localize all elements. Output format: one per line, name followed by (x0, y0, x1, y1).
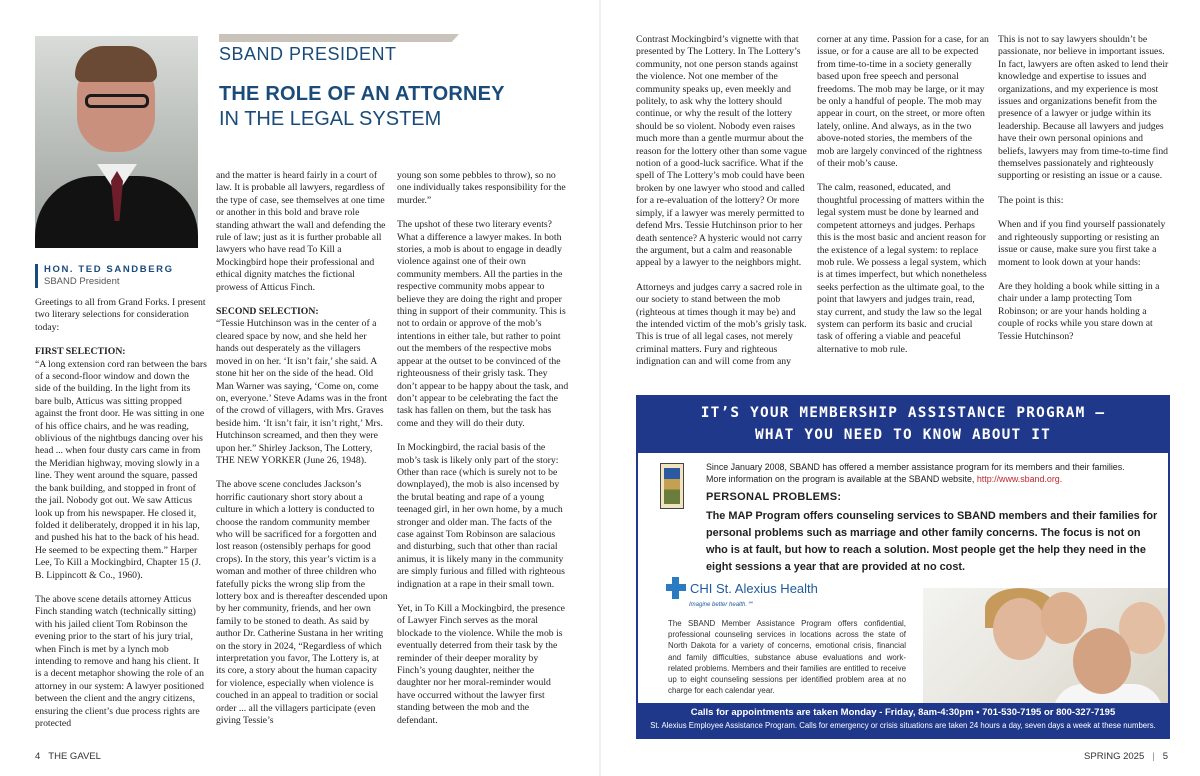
map-advertisement (636, 395, 1170, 739)
paragraph: Yet, in To Kill a Mockingbird, the presence of Lawyer Finch serves as the moral blockade to the violence. While the mob is eventually deterred from their task by the reminder of their deeper morality by Finch’s young daughter, neither the daughter nor her moral-reminder would have occurred without the lawyer first standing between the mob and the defendant. (397, 603, 565, 726)
ad-headline-line2: WHAT YOU NEED TO KNOW ABOUT IT (755, 427, 1051, 443)
left-page-footer (35, 751, 101, 762)
paragraph: Greetings to all from Grand Forks. I present two literary selections for consideration today: (35, 297, 206, 333)
footer-separator: | (1152, 751, 1155, 762)
paragraph: Attorneys and judges carry a sacred role in our society to stand between the mob (righteous at times though it may be) and the intended victim of the mob’s grisly task. This is true of all legal cases, not merely criminal matters. Fury and righteous indignation can and will come from any (636, 281, 807, 368)
portrait-caption (35, 264, 205, 288)
paragraph: “Tessie Hutchinson was in the center of a cleared space by now, and she held her hands out desperately as the villagers moved in on her. ‘It isn’t fair,’ she said. A stone hit her on the side of the head. Old Man Warner was saying, ‘Come on, come on, everyone.’ Steve Adams was in the front of the crowd of villagers, with Mrs. Graves beside him. ‘It isn’t fair, it isn’t right,’ Mrs. Hutchinson screamed, and then they were upon her.” Shirley Jackson, The Lottery, THE NEW YORKER (June 26, 1948). (216, 318, 388, 466)
personal-problems-heading: PERSONAL PROBLEMS: (706, 491, 842, 503)
page-number: 5 (1162, 751, 1168, 762)
article-title: THE ROLE OF AN ATTORNEY (219, 83, 505, 105)
appointment-hours: Calls for appointments are taken Monday - Friday, 8am-4:30pm • 701-530-7195 or 800-327-7195 (690, 707, 1116, 718)
ad-contact-bar (638, 703, 1168, 737)
first-selection-label: FIRST SELECTION: (35, 346, 126, 358)
sband-seal-icon (660, 463, 684, 509)
ad-header (638, 397, 1168, 453)
article-column-6 (998, 34, 1170, 379)
chi-name: CHI St. Alexius Health (690, 580, 818, 596)
article-subtitle: IN THE LEGAL SYSTEM (219, 108, 442, 130)
ad-intro-text: Since January 2008, SBAND has offered a member assistance program for its members and their families. More information on the program is available at the SBAND website, (706, 462, 1125, 484)
paragraph: This is not to say lawyers shouldn’t be passionate, nor believe in important issues. In fact, lawyers are often asked to lend their knowledge and expertise to issues and organizations, and my experience is most issues and organizations benefit from the presence of a lawyer or judge within its leadership. Because all lawyers and judges have their own personal opinions and beliefs, lawyers may from time-to-time find themselves passionately and righteously supporting or resisting an issue or a cause. (998, 34, 1169, 182)
paragraph: The above scene details attorney Atticus Finch standing watch (technically sitting) with his jailed client Tom Robinson the evening prior to the start of his jury trial, when Finch is met by a lynch mob intending to remove and hang his client. It is a decent metaphor showing the role of an attorney in our system: A lawyer positioned between the client and the angry citizens, ensuring the client’s due process rights are protected (35, 593, 204, 729)
article-column-4 (636, 34, 808, 379)
paragraph: The point is this: (998, 194, 1064, 206)
paragraph: “A long extension cord ran between the bars of a second-floor window and down the side of the building. In the light from its bare bulb, Atticus was sitting propped against the front door. He was sitting in one of his office chairs, and he was reading, oblivious of the nightbugs dancing over his head ... when four dusty cars came in from the Meridian highway, moving slowly in a line. They went around the square, passed the bank building, and stopped in front of the jail. Nobody got out. We saw Atticus look up from his newspaper. He closed it, folded it deliberately, dropped it in his lap, and pushed his hat to the back of his head. He seemed to be expecting them.” Harper Lee, To Kill a Mockingbird, Chapter 15 (J. B. Lippincott & Co., 1960). (35, 358, 207, 581)
paragraph: The calm, reasoned, educated, and thoughtful processing of matters within the legal system must be done by learned and competent attorneys and judges. Perhaps this is the most basic and ancient reason for the existence of a legal system: to replace mob rule. We possess a legal system, which is at times imperfect, but which nonetheless seeks perfection as the ultimate goal, to the point that lawyers and judges train, read, stay current, and study the law so the legal system can perform its basic and crucial task of offering a viable and peaceful alternative to mob rule. (817, 182, 987, 355)
article-column-5 (817, 34, 989, 379)
crisis-notice: St. Alexius Employee Assistance Program. Calls for emergency or crisis situations are taken 24 hours a day, seven days a week at these numbers. (650, 721, 1156, 730)
issue-name: SPRING 2025 (1084, 751, 1145, 762)
chi-description: The SBAND Member Assistance Program offers confidential, professional counseling services in locations across the state of North Dakota for a variety of concerns, emotional crisis, financial and family difficulties, substance abuse evaluations and work-related problems. Members and their families are entitled to receive up to eight counseling sessions per identified problem area at no charge for each calendar year. (668, 619, 906, 696)
paragraph: In Mockingbird, the racial basis of the mob’s task is likely only part of the story: Other than race (which is surely not to be downplayed), the mob is also incensed by the brutal beating and rape of a young teenaged girl, in her own home, by a much stronger and older man. The facts of the case against Tom Robinson are salacious and disturbing, such that other than racial animus, it is likely many in the community are simply furious and filled with righteous indignation at a rape in their small town. (397, 442, 565, 590)
ad-body (638, 453, 1168, 705)
chi-logo (666, 577, 818, 599)
page-gutter (599, 0, 601, 776)
page-number: 4 (35, 751, 41, 762)
caption-name: HON. TED SANDBERG (44, 264, 174, 275)
caption-role: SBAND President (44, 276, 120, 287)
ad-intro (706, 461, 1146, 485)
paragraph: The above scene concludes Jackson’s horrific cautionary short story about a culture in which a lottery is conducted to choose the random community member who will be sacrificed for a forgotten and lost reason (ostensibly perhaps for good crops). In the story, this year’s victim is a woman and mother of three children who fatefully picks the wrong slip from the lottery box and is thereafter descended upon by her community, friends, and her own family to be stoned to death. As said by author Dr. Catherine Sustana in her writing on the story in 2024, “Regardless of which interpretation you favor, The Lottery is, at its core, a story about the human capacity for violence, especially when violence is couched in an appeal to tradition or social order ... all the villagers participate (even giving Tessie’s (216, 479, 388, 727)
paragraph: Contrast Mockingbird’s vignette with that presented by The Lottery. In The Lottery’s community, not one person stands against the violence. Not one member of the community speaks up, even meekly and politely, to ask why the lottery should continue, or why the result of the lottery should be so violent. Nobody even raises much more than a gentle murmur about the reason for the lottery other than some vague notion of a good-luck sacrifice. What if the spell of The Lottery’s mob could have been broken by one lawyer who stood and called for a re-evaluation of the lottery? Or more simply, if a lawyer was merely permitted to defend Mrs. Tessie Hutchinson prior to her death sentence? A hysteric would not carry the argument, but a calm and reasonable appeal by a lawyer to the neighbors might. (636, 34, 807, 269)
publication-name: THE GAVEL (48, 751, 101, 762)
paragraph: The upshot of these two literary events? What a difference a lawyer makes. In both stories, a mob is about to engage in deadly violence against one of their own community members. All the parties in the respective community mobs appear to believe they are doing the right and proper thing in support of their community. This is not to ordain or approve of the mob’s intentions in either tale, but rather to point out the members of the respective mobs appear at the outset to be convinced of the righteousness of their grisly task. They don’t appear to be happy about the task, and don’t appear to be celebrating the fact the task has fallen on them, but the task has come and they will do their duty. (397, 219, 569, 429)
paragraph: Are they holding a book while sitting in a chair under a lamp protecting Tom Robinson; or are your hands holding a couple of rocks while you stare down at Tessie Hutchinson? (998, 280, 1160, 342)
family-photo (923, 588, 1168, 706)
cross-icon (666, 577, 686, 599)
paragraph: and the matter is heard fairly in a court of law. It is probable all lawyers, regardless of the type of case, see themselves at one time or another in this bold and brave role standing athwart the wall and defending the rule of law; just as it is further probable all lawyers who have read To Kill a Mockingbird hope their professional and ethical dignity matches the fictional prowess of Atticus Finch. (216, 170, 386, 293)
ad-headline-line1: IT’S YOUR MEMBERSHIP ASSISTANCE PROGRAM – (700, 405, 1106, 421)
personal-problems-text: The MAP Program offers counseling services to SBAND members and their families for personal problems such as marriage and other family concerns. The focus is not on who is at fault, but how to reach a solution. Most people get the help they need in the eight sessions a year that are provided at no cost. (706, 510, 1158, 573)
president-portrait (35, 36, 198, 248)
article-column-3 (397, 170, 569, 736)
section-label: SBAND PRESIDENT (219, 44, 397, 64)
right-page-footer (1084, 751, 1168, 762)
paragraph: When and if you find yourself passionately and righteously supporting or resisting an issue or cause, make sure you first take a moment to look down at your hands: (998, 219, 1166, 268)
paragraph: young son some pebbles to throw), so no one individually takes responsibility for the murder.” (397, 170, 566, 206)
article-column-1 (35, 297, 207, 737)
section-accent-bar (219, 34, 459, 42)
chi-tagline: Imagine better health.℠ (689, 602, 754, 608)
article-column-2 (216, 170, 388, 736)
second-selection-label: SECOND SELECTION: (216, 306, 319, 318)
paragraph: corner at any time. Passion for a case, for an issue, or for a cause are all to be expected from time-to-time in a society generally based upon free speech and personal freedoms. The mob may be large, or it may be only a handful of people. The mob may appear in court, on the street, or more often lately, online. And always, as in the two above-noted stories, the members of the mob are largely convinced of the rightness of their mob’s cause. (817, 34, 989, 170)
sband-website-link[interactable]: http://www.sband.org. (976, 474, 1063, 484)
